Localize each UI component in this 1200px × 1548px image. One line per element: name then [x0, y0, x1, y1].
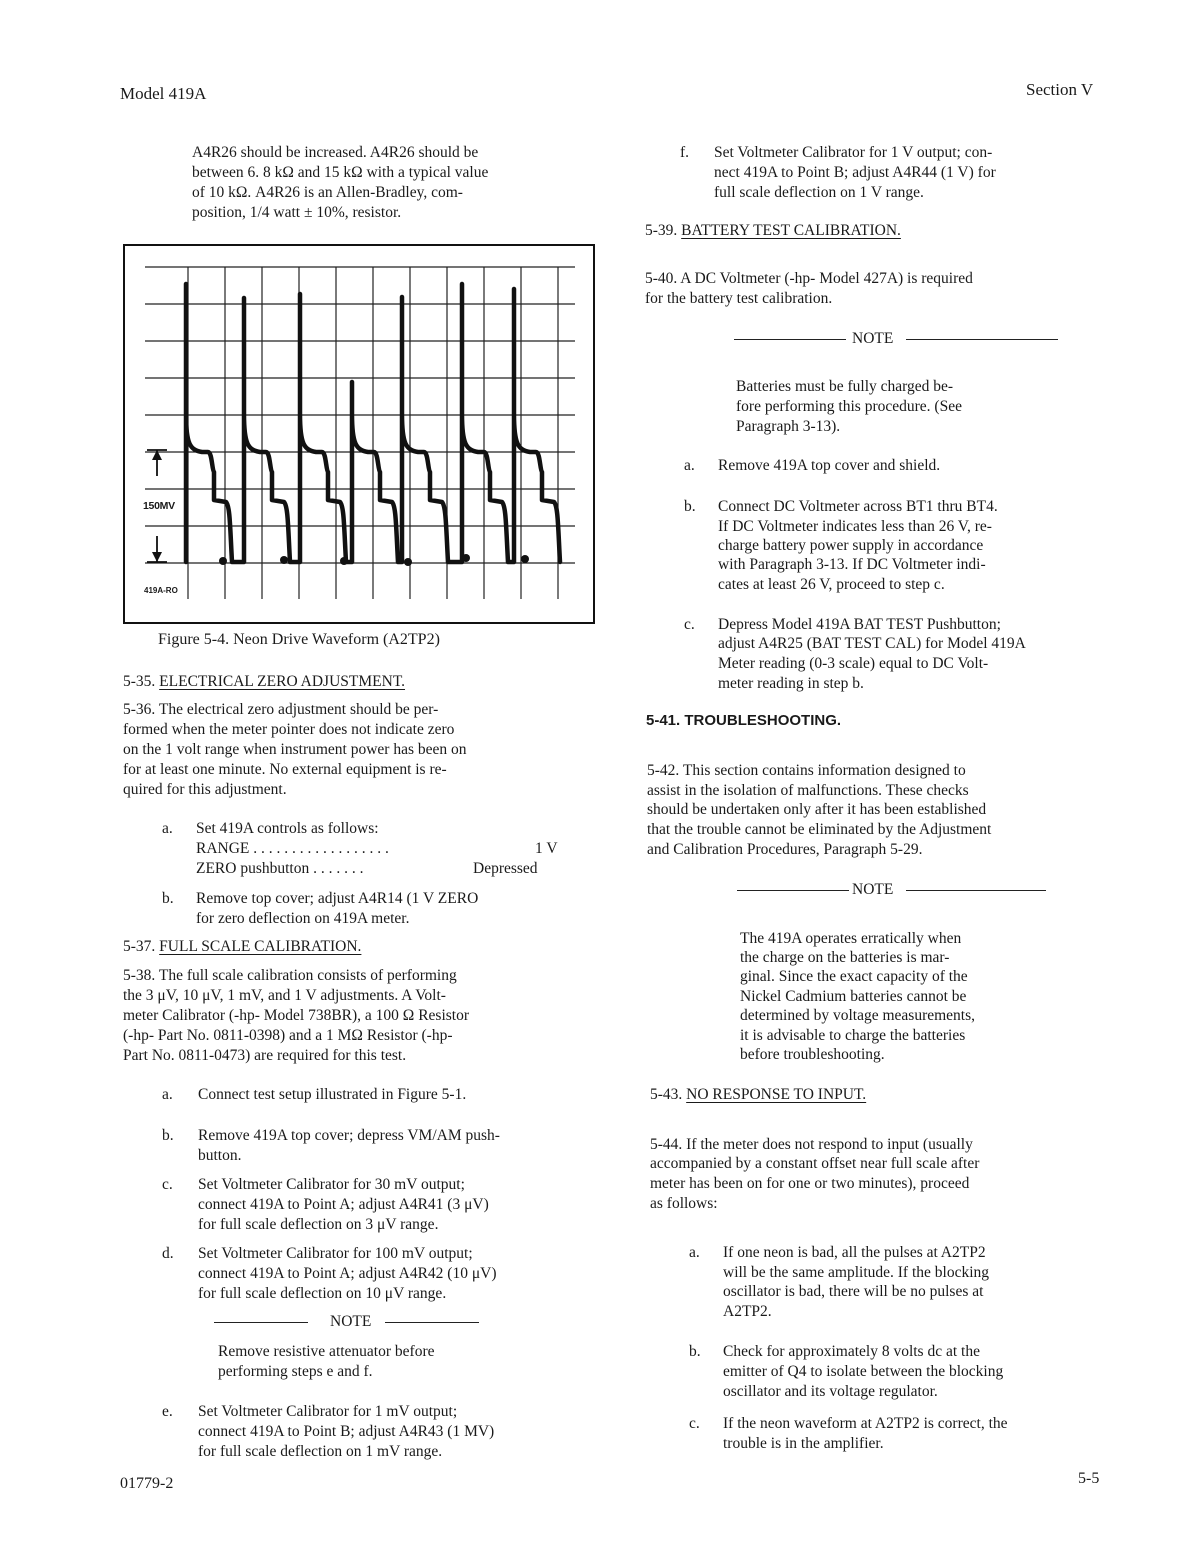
waveform-dot [219, 557, 227, 565]
step-letter: a. [162, 820, 173, 837]
step-line: full scale deflection on 1 V range. [714, 184, 924, 201]
step-line: for zero deflection on 419A meter. [196, 910, 410, 927]
note-rule-right [906, 890, 1046, 891]
step-line: Connect test setup illustrated in Figure 5-1. [198, 1086, 467, 1103]
heading-title: FULL SCALE CALIBRATION. [159, 938, 362, 955]
para-line: 5-36. The electrical zero adjustment should be per- [123, 701, 439, 718]
para-line: 5-44. If the meter does not respond to input (usually [650, 1136, 973, 1153]
step-letter: b. [684, 498, 696, 515]
step-letter: f. [680, 144, 690, 161]
step-letter: a. [162, 1086, 173, 1103]
step-line: trouble is in the amplifier. [723, 1435, 884, 1452]
para-line: (-hp- Part No. 0811-0398) and a 1 MΩ Resistor (-hp- [123, 1027, 453, 1044]
step-line: Depress Model 419A BAT TEST Pushbutton; [718, 616, 1001, 633]
para-line: 5-42. This section contains information designed to [647, 762, 966, 779]
step-line: with Paragraph 3-13. If DC Voltmeter indi- [718, 556, 986, 573]
zero-pushbutton-value: Depressed [473, 860, 538, 877]
step-line: cates at least 26 V, proceed to step c. [718, 576, 945, 593]
step-letter: a. [689, 1244, 700, 1261]
para-line: should be undertaken only after it has been established [647, 801, 987, 818]
step-line: for full scale deflection on 1 mV range. [198, 1443, 443, 1460]
note-line: Remove resistive attenuator before [218, 1343, 435, 1360]
footer-doc-number: 01779-2 [120, 1475, 174, 1492]
step-line: oscillator is bad, there will be no pulses at [723, 1283, 984, 1300]
intro-line: between 6. 8 kΩ and 15 kΩ with a typical value [192, 164, 489, 181]
neon-waveform-chart [123, 244, 595, 624]
step-text: Set 419A controls as follows: [196, 820, 379, 837]
step-line: Set Voltmeter Calibrator for 1 V output; con- [714, 144, 993, 161]
zero-pushbutton-label: ZERO pushbutton . . . . . . . [196, 860, 364, 877]
scale-label: 150MV [143, 500, 175, 512]
step-line: meter reading in step b. [718, 675, 864, 692]
header-section: Section V [1026, 80, 1094, 99]
intro-line: A4R26 should be increased. A4R26 should be [192, 144, 479, 161]
step-line: If DC Voltmeter indicates less than 26 V, re- [718, 518, 992, 535]
step-line: Set Voltmeter Calibrator for 1 mV output; [198, 1403, 458, 1420]
step-line: nect 419A to Point B; adjust A4R44 (1 V) for [714, 164, 996, 181]
note-line: performing steps e and f. [218, 1363, 373, 1380]
heading-number: 5-39. [645, 222, 678, 239]
para-line: and Calibration Procedures, Paragraph 5-29. [647, 841, 923, 858]
step-line: A2TP2. [723, 1303, 772, 1320]
step-letter: b. [162, 1127, 174, 1144]
step-letter: d. [162, 1245, 174, 1262]
note-line: determined by voltage measurements, [740, 1007, 976, 1024]
para-line: assist in the isolation of malfunctions. These checks [647, 782, 969, 799]
note-line: Batteries must be fully charged be- [736, 378, 954, 395]
note-line: before troubleshooting. [740, 1046, 885, 1063]
step-letter: b. [162, 890, 174, 907]
figure-id-label: 419A-RO [144, 586, 178, 595]
para-line: Part No. 0811-0473) are required for this test. [123, 1047, 407, 1064]
step-line: Meter reading (0-3 scale) equal to DC Volt- [718, 655, 989, 672]
note-line: Nickel Cadmium batteries cannot be [740, 988, 967, 1005]
note-line: the charge on the batteries is mar- [740, 949, 950, 966]
para-line: meter Calibrator (-hp- Model 738BR), a 100 Ω Resistor [123, 1007, 469, 1024]
note-label: NOTE [330, 1313, 372, 1330]
note-label: NOTE [852, 881, 894, 898]
figure-frame [124, 245, 594, 623]
step-line: connect 419A to Point B; adjust A4R43 (1 MV) [198, 1423, 495, 1440]
heading-5-35 [123, 673, 405, 691]
waveform-dot [521, 555, 529, 563]
note-line: Paragraph 3-13). [736, 418, 841, 435]
step-line: for full scale deflection on 3 μV range. [198, 1216, 439, 1233]
waveform-dot [340, 557, 348, 565]
step-line: charge battery power supply in accordance [718, 537, 984, 554]
note-line: it is advisable to charge the batteries [740, 1027, 966, 1044]
step-line: Set Voltmeter Calibrator for 30 mV output; [198, 1176, 465, 1193]
step-line: button. [198, 1147, 242, 1164]
heading-5-43 [650, 1086, 866, 1104]
waveform-dot [280, 556, 288, 564]
note-label: NOTE [852, 330, 894, 347]
footer-page-number: 5-5 [1078, 1470, 1100, 1487]
note-rule-left [734, 339, 846, 340]
heading-title: NO RESPONSE TO INPUT. [686, 1086, 867, 1103]
note-line: fore performing this procedure. (See [736, 398, 962, 415]
para-line: meter has been on for one or two minutes), proceed [650, 1175, 970, 1192]
step-line: Check for approximately 8 volts dc at the [723, 1343, 980, 1360]
note-line: The 419A operates erratically when [740, 930, 962, 947]
step-line: emitter of Q4 to isolate between the blocking [723, 1363, 1004, 1380]
step-letter: c. [162, 1176, 173, 1193]
step-line: Remove top cover; adjust A4R14 (1 V ZERO [196, 890, 479, 907]
para-line: accompanied by a constant offset near full scale after [650, 1155, 980, 1172]
heading-number: 5-37. [123, 938, 156, 955]
step-line: If one neon is bad, all the pulses at A2TP2 [723, 1244, 986, 1261]
note-line: ginal. Since the exact capacity of the [740, 968, 968, 985]
heading-title: ELECTRICAL ZERO ADJUSTMENT. [159, 673, 406, 690]
heading-5-41 [646, 712, 841, 729]
para-line: 5-38. The full scale calibration consists of performing [123, 967, 457, 984]
step-letter: a. [684, 457, 695, 474]
step-line: connect 419A to Point A; adjust A4R42 (10 μV) [198, 1265, 497, 1282]
step-line: If the neon waveform at A2TP2 is correct, the [723, 1415, 1008, 1432]
step-letter: c. [684, 616, 695, 633]
step-line: oscillator and its voltage regulator. [723, 1383, 938, 1400]
para-line: for the battery test calibration. [645, 290, 833, 307]
heading-5-37 [123, 938, 361, 956]
heading-number: 5-35. [123, 673, 156, 690]
waveform-dot [462, 554, 470, 562]
step-line: Remove 419A top cover and shield. [718, 457, 941, 474]
para-line: formed when the meter pointer does not indicate zero [123, 721, 455, 738]
heading-number: 5-41. [646, 712, 681, 729]
para-line: as follows: [650, 1195, 718, 1212]
waveform-dot [404, 558, 412, 566]
note-rule-right [906, 339, 1058, 340]
step-letter: c. [689, 1415, 700, 1432]
para-line: 5-40. A DC Voltmeter (-hp- Model 427A) is required [645, 270, 973, 287]
heading-number: 5-43. [650, 1086, 683, 1103]
figure-5-4 [123, 244, 595, 624]
range-value: 1 V [535, 840, 558, 857]
range-label: RANGE . . . . . . . . . . . . . . . . . . [196, 840, 389, 857]
figure-caption: Figure 5-4. Neon Drive Waveform (A2TP2) [158, 631, 440, 648]
para-line: that the trouble cannot be eliminated by the Adjustment [647, 821, 992, 838]
step-letter: b. [689, 1343, 701, 1360]
step-line: Remove 419A top cover; depress VM/AM push- [198, 1127, 500, 1144]
para-line: the 3 μV, 10 μV, 1 mV, and 1 V adjustments. A Volt- [123, 987, 446, 1004]
header-model: Model 419A [120, 84, 207, 103]
step-line: connect 419A to Point A; adjust A4R41 (3 μV) [198, 1196, 489, 1213]
step-letter: e. [162, 1403, 173, 1420]
step-line: Connect DC Voltmeter across BT1 thru BT4. [718, 498, 998, 515]
heading-title: BATTERY TEST CALIBRATION. [681, 222, 901, 239]
note-rule-left [737, 890, 849, 891]
heading-title: TROUBLESHOOTING. [684, 712, 842, 729]
intro-line: of 10 kΩ. A4R26 is an Allen-Bradley, com- [192, 184, 463, 201]
step-line: will be the same amplitude. If the blocking [723, 1264, 990, 1281]
para-line: on the 1 volt range when instrument power has been on [123, 741, 467, 758]
step-line: Set Voltmeter Calibrator for 100 mV output; [198, 1245, 473, 1262]
heading-5-39 [645, 222, 901, 240]
note-rule-right [385, 1322, 479, 1323]
para-line: quired for this adjustment. [123, 781, 287, 798]
para-line: for at least one minute. No external equipment is re- [123, 761, 447, 778]
intro-line: position, 1/4 watt ± 10%, resistor. [192, 204, 402, 221]
step-line: for full scale deflection on 10 μV range. [198, 1285, 447, 1302]
step-line: adjust A4R25 (BAT TEST CAL) for Model 419A [718, 635, 1026, 652]
note-rule-left [214, 1322, 308, 1323]
